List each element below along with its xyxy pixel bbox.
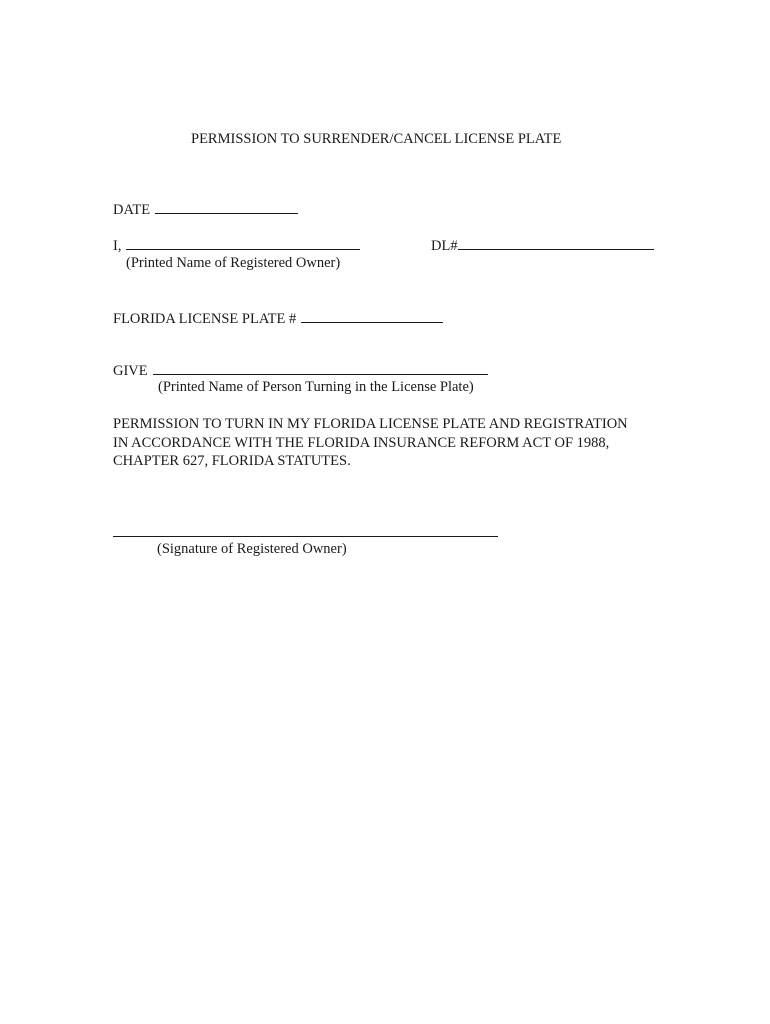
give-label: GIVE	[113, 363, 148, 379]
owner-prefix: I,	[113, 238, 122, 254]
owner-name-field[interactable]	[126, 237, 360, 250]
permission-statement	[113, 415, 673, 471]
statement-line: CHAPTER 627, FLORIDA STATUTES.	[113, 453, 351, 469]
owner-caption: (Printed Name of Registered Owner)	[126, 255, 341, 271]
give-caption: (Printed Name of Person Turning in the License Plate)	[158, 379, 474, 395]
plate-number-field[interactable]	[301, 310, 443, 323]
statement-line: PERMISSION TO TURN IN MY FLORIDA LICENSE PLATE AND REGISTRATION	[113, 416, 628, 432]
give-name-field[interactable]	[153, 362, 488, 375]
dl-number-field[interactable]	[458, 237, 654, 250]
plate-label: FLORIDA LICENSE PLATE #	[113, 311, 297, 327]
owner-row	[113, 237, 360, 255]
date-label: DATE	[113, 202, 151, 218]
form-title: PERMISSION TO SURRENDER/CANCEL LICENSE PLATE	[191, 131, 562, 147]
dl-label: DL#	[431, 238, 458, 254]
give-row	[113, 362, 488, 380]
date-row	[113, 201, 298, 219]
dl-row	[431, 237, 654, 255]
plate-row	[113, 310, 443, 328]
signature-caption: (Signature of Registered Owner)	[157, 541, 347, 557]
date-field[interactable]	[155, 201, 298, 214]
statement-line: IN ACCORDANCE WITH THE FLORIDA INSURANCE REFORM ACT OF 1988,	[113, 434, 610, 451]
signature-field[interactable]	[113, 536, 498, 537]
